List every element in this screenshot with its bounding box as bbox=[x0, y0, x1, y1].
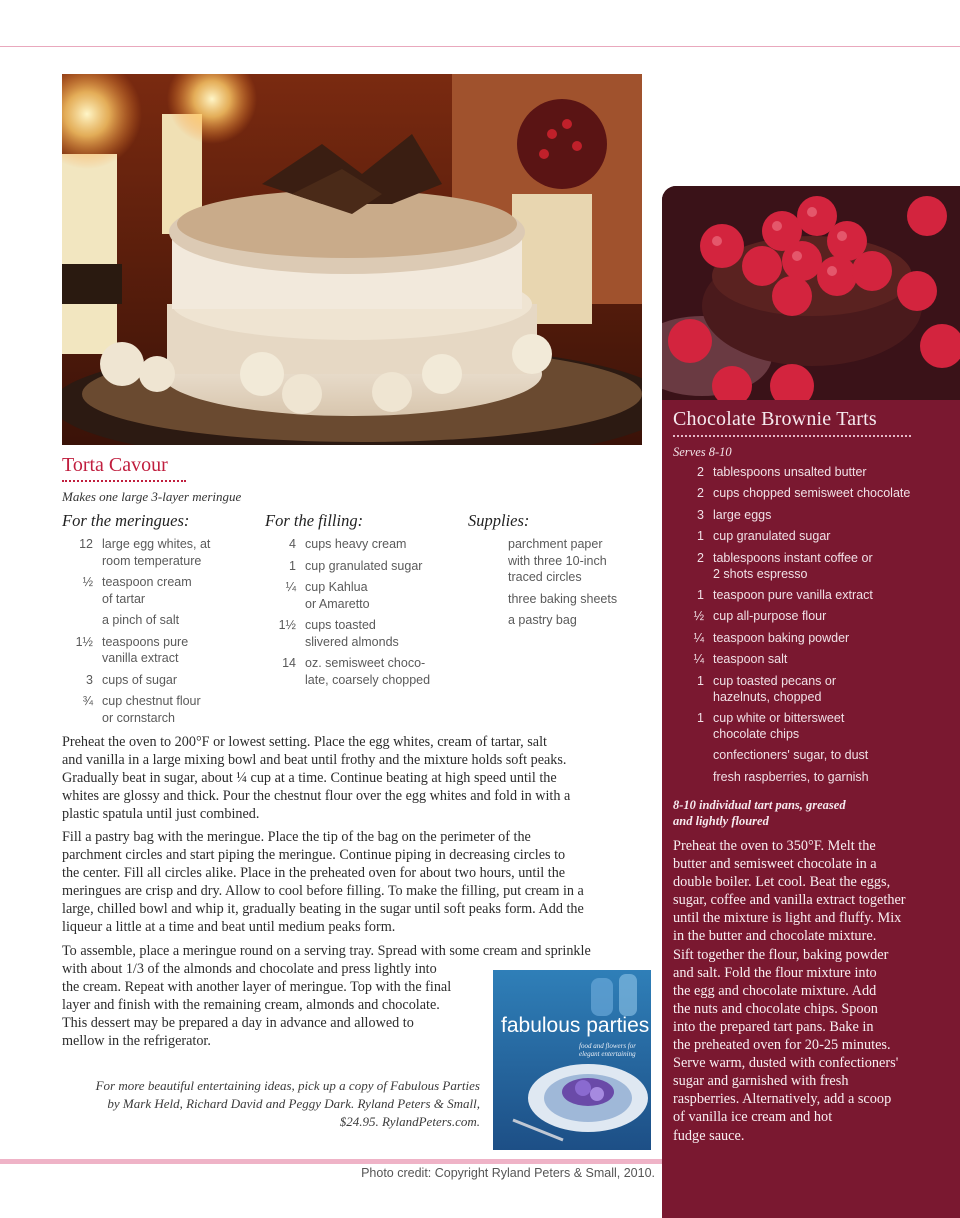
ingredient-item bbox=[256, 558, 456, 575]
ingredient-qty: 14 bbox=[282, 656, 296, 670]
ingredient-qty: 12 bbox=[79, 537, 93, 551]
ingredient-qty: 4 bbox=[289, 537, 296, 551]
ingredient-item bbox=[673, 608, 958, 624]
ingredient-item bbox=[673, 769, 958, 785]
brownie-tart-photo bbox=[662, 186, 960, 400]
ingredient-item bbox=[673, 485, 958, 501]
meringues-ingredient-list bbox=[53, 536, 253, 731]
ingredient-qty: ¼ bbox=[285, 580, 296, 594]
ingredient-qty bbox=[673, 747, 713, 763]
ingredient-text: cup white or bittersweet chocolate chips bbox=[713, 710, 845, 741]
instructions-paragraph: Preheat the oven to 200°F or lowest setting. Place the egg whites, cream of tartar, salt and vanilla in a large mixing bowl and beat until frothy and the mixture holds soft peaks. Gradually beat in sugar, about ¼ cup at a time. Continue beating at high speed until the whites are glossy and thick. Pour the chestnut flour over the egg whites and fold in with a plastic spatula until just combined. bbox=[62, 734, 571, 823]
ingredient-text: cup all-purpose flour bbox=[713, 609, 827, 624]
ingredient-text: tablespoons instant coffee or 2 shots espresso bbox=[713, 550, 873, 581]
tart-pan-note: 8-10 individual tart pans, greased and lightly floured bbox=[673, 798, 846, 828]
supply-item: parchment paper with three 10-inch traced circles bbox=[508, 537, 607, 584]
ingredient-text: teaspoon baking powder bbox=[713, 630, 850, 645]
photo-credit: Photo credit: Copyright Ryland Peters & Small, 2010. bbox=[361, 1166, 655, 1180]
instructions-paragraph: To assemble, place a meringue round on a serving tray. Spread with some cream and sprinkle with about 1/3 of the almonds and chocolate and press lightly into the cream. Repeat with another layer of meringue. Top with the final layer and finish with the remaining cream, almonds and chocolate. This dessert may be prepared a day in advance and allowed to mellow in the refrigerator. bbox=[62, 943, 591, 1050]
brownie-instructions: Preheat the oven to 350°F. Melt the butter and semisweet chocolate in a double boiler. Let cool. Beat the eggs, sugar, coffee and vanilla extract together until the mixture is light and fluffy. Mix in the butter and chocolate mixture. Sift together the flour, baking powder and salt. Fold the flour mixture into the egg and chocolate mixture. Add the nuts and chocolate chips. Spoon into the prepared tart pans. Bake in the preheated oven for 20-25 minutes. Serve warm, dusted with confectioners' sugar and garnished with fresh raspberries. Alternatively, add a scoop of vanilla ice cream and hot fudge sauce. bbox=[673, 838, 906, 1144]
ingredient-item bbox=[53, 672, 253, 689]
ingredient-qty: ½ bbox=[82, 575, 93, 589]
ingredient-item bbox=[256, 536, 456, 553]
torta-cavour-photo bbox=[62, 74, 642, 445]
ingredient-text: a pinch of salt bbox=[102, 613, 180, 627]
ingredient-text: fresh raspberries, to garnish bbox=[713, 769, 869, 784]
ingredient-item bbox=[673, 464, 958, 480]
ingredient-item bbox=[673, 507, 958, 523]
ingredient-qty: 2 bbox=[697, 550, 704, 565]
ingredient-item bbox=[673, 630, 958, 646]
fabulous-parties-book-cover bbox=[493, 970, 651, 1150]
ingredient-text: cup Kahlua or Amaretto bbox=[305, 580, 370, 611]
filling-ingredient-list bbox=[256, 536, 456, 693]
ingredient-item bbox=[673, 528, 958, 544]
ingredient-text: teaspoon salt bbox=[713, 652, 788, 667]
brownie-tarts-title: Chocolate Brownie Tarts bbox=[673, 408, 877, 430]
brownie-ingredient-list bbox=[673, 464, 958, 790]
ingredient-text: cup granulated sugar bbox=[713, 529, 831, 544]
ingredient-text: cups heavy cream bbox=[305, 537, 407, 551]
ingredient-text: cup toasted pecans or hazelnuts, chopped bbox=[713, 673, 836, 704]
ingredient-qty: 1 bbox=[697, 587, 704, 602]
brownie-tarts-sidebar bbox=[662, 400, 960, 1218]
ingredient-item bbox=[53, 536, 253, 569]
ingredient-text: cups of sugar bbox=[102, 672, 178, 687]
ingredient-text: teaspoon cream of tartar bbox=[102, 575, 192, 606]
ingredient-item bbox=[256, 655, 456, 688]
serves-label: Serves 8-10 bbox=[673, 445, 732, 459]
title-underline bbox=[62, 480, 186, 482]
ingredient-item bbox=[673, 747, 958, 763]
instructions-paragraph: Fill a pastry bag with the meringue. Place the tip of the bag on the perimeter of the parchment circles and start piping the meringue. Continue piping in decreasing circles to the center. Fill all circles alike. Place in the preheated oven for about two hours, until the meringues are crisp and dry. Allow to cool before filling. To make the filling, put cream in a large, chilled bowl and whip it, gradually beating in the sugar until soft peaks form. Add the liqueur a little at a time and beat until medium peaks form. bbox=[62, 829, 584, 936]
ingredient-item bbox=[673, 651, 958, 667]
ingredient-text: large egg whites, at room temperature bbox=[102, 537, 211, 568]
book-subtitle-line: food and flowers for bbox=[579, 1042, 636, 1050]
supply-item: a pastry bag bbox=[508, 613, 577, 627]
ingredient-text: cups chopped semisweet chocolate bbox=[713, 486, 911, 501]
ingredient-qty: 1½ bbox=[278, 618, 296, 632]
torta-cavour-title: Torta Cavour bbox=[62, 454, 168, 476]
book-promo-note: For more beautiful entertaining ideas, pick up a copy of Fabulous Parties by Mark Held, Richard David and Peggy Dark. Ryland Peters & Small, $24.95. RylandPeters.com. bbox=[95, 1078, 480, 1129]
ingredient-text: teaspoon pure vanilla extract bbox=[713, 587, 873, 602]
ingredient-item bbox=[673, 550, 958, 582]
ingredient-qty: ¾ bbox=[82, 694, 93, 708]
ingredient-item bbox=[673, 587, 958, 603]
filling-heading: For the filling: bbox=[265, 511, 364, 530]
ingredient-item bbox=[53, 634, 253, 667]
top-rule bbox=[0, 46, 960, 47]
book-subtitle-line: elegant entertaining bbox=[579, 1050, 636, 1058]
ingredient-qty: 1 bbox=[697, 673, 704, 688]
ingredient-text: cup granulated sugar bbox=[305, 558, 423, 573]
ingredient-qty: ¼ bbox=[693, 630, 704, 645]
ingredient-item bbox=[256, 617, 456, 650]
yield-label: Makes one large 3-layer meringue bbox=[62, 489, 242, 504]
ingredient-text: oz. semisweet choco- late, coarsely chopped bbox=[305, 656, 431, 687]
svg-text:food and flowers for ele bbox=[579, 1042, 638, 1058]
meringues-heading: For the meringues: bbox=[62, 511, 190, 530]
bottom-band bbox=[0, 1159, 662, 1164]
ingredient-text: confectioners' sugar, to dust bbox=[713, 748, 869, 763]
supply-item: three baking sheets bbox=[508, 591, 618, 606]
ingredient-qty: 1 bbox=[697, 710, 704, 725]
ingredient-text: tablespoons unsalted butter bbox=[713, 465, 867, 479]
ingredient-text: large eggs bbox=[713, 507, 772, 522]
ingredient-text: cups toasted slivered almonds bbox=[305, 618, 399, 649]
ingredient-qty: ½ bbox=[693, 609, 704, 624]
ingredient-text: teaspoons pure vanilla extract bbox=[102, 634, 189, 665]
ingredient-item bbox=[673, 710, 958, 742]
ingredient-item bbox=[53, 574, 253, 607]
ingredient-item bbox=[256, 579, 456, 612]
ingredient-qty bbox=[53, 612, 102, 629]
ingredient-qty: 1 bbox=[289, 558, 296, 573]
ingredient-qty: 3 bbox=[86, 672, 93, 687]
supplies-heading: Supplies: bbox=[468, 511, 530, 530]
ingredient-qty: ¼ bbox=[693, 652, 704, 667]
ingredient-qty: 1 bbox=[697, 529, 704, 544]
ingredient-item bbox=[53, 693, 253, 726]
ingredient-qty bbox=[673, 769, 713, 785]
ingredient-qty: 3 bbox=[697, 507, 704, 522]
ingredient-item bbox=[673, 673, 958, 705]
ingredient-qty: 1½ bbox=[75, 634, 93, 649]
ingredient-qty: 2 bbox=[697, 465, 704, 479]
ingredient-text: cup chestnut flour or cornstarch bbox=[102, 694, 201, 725]
ingredient-qty: 2 bbox=[697, 486, 704, 501]
title-underline bbox=[673, 435, 911, 437]
book-title: fabulous parties bbox=[501, 1014, 650, 1037]
supplies-list bbox=[508, 536, 648, 634]
ingredient-item bbox=[53, 612, 253, 629]
